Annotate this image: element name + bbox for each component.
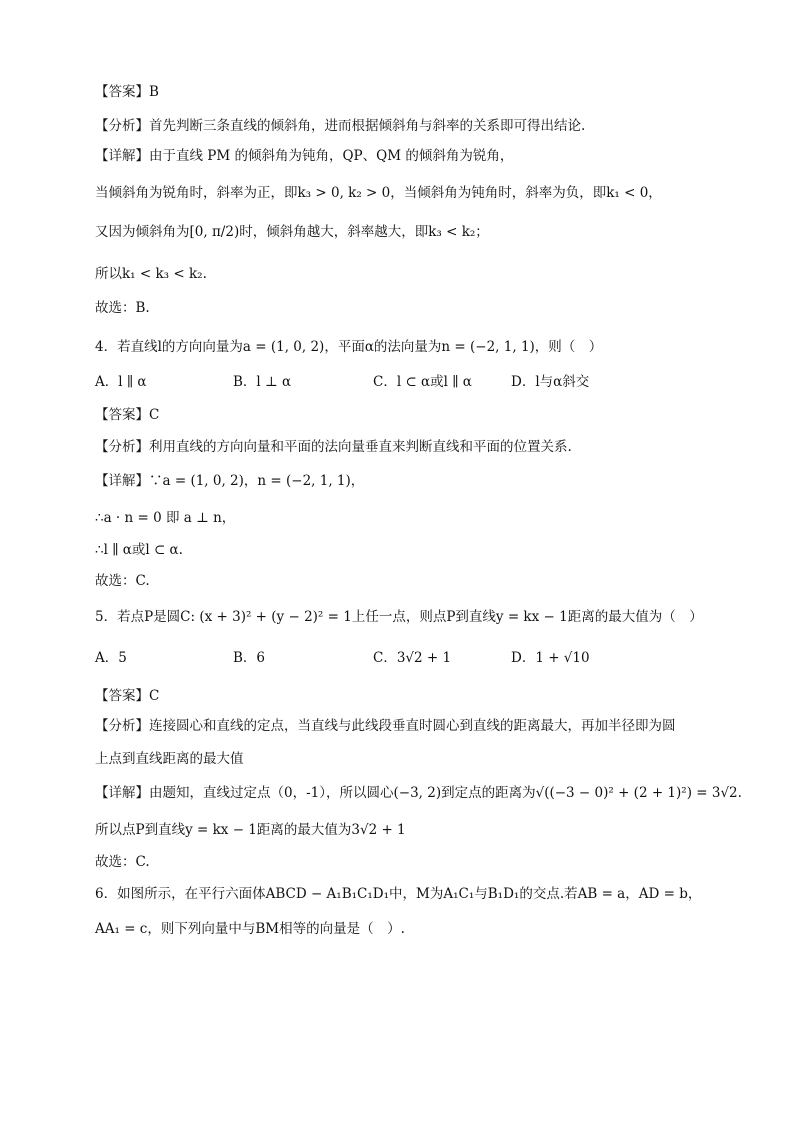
answer-c-q5: 【答案】C (95, 688, 160, 704)
choose-c-q4: 故选：C. (95, 573, 150, 589)
q4-option-d: D．l与α斜交 (511, 374, 590, 390)
analysis-q3: 【分析】首先判断三条直线的倾斜角，进而根据倾斜角与斜率的关系即可得出结论. (95, 118, 586, 134)
answer-b-header: 【答案】B (95, 84, 159, 100)
detail-q3-line4: 所以k₁ < k₃ < k₂. (95, 266, 207, 282)
choose-b: 故选：B. (95, 300, 150, 316)
question-5: 5．若点P是圆C: (x + 3)² + (y − 2)² = 1上任一点，则点P到直线y = kx − 1距离的最大值为（ ） (95, 609, 703, 625)
detail-q5-line2: 所以点P到直线y = kx − 1距离的最大值为3√2 + 1 (95, 822, 406, 838)
detail-q3-line3: 又因为倾斜角为[0, π/2)时，倾斜角越大，斜率越大，即k₃ < k₂； (95, 224, 489, 240)
answer-c-q4: 【答案】C (95, 407, 160, 423)
q5-option-c: C．3√2 + 1 (373, 650, 452, 666)
detail-q5-line1: 【详解】由题知，直线过定点（0，-1），所以圆心(−3, 2)到定点的距离为√((−3 − 0)² + (2 + 1)²) = 3√2. (95, 785, 742, 801)
q5-option-b: B．6 (233, 650, 266, 666)
detail-q3-line1: 【详解】由于直线 PM 的倾斜角为钝角，QP、QM 的倾斜角为锐角， (95, 148, 514, 164)
question-4: 4．若直线l的方向向量为a = (1, 0, 2)，平面α的法向量为n = (−2, 1, 1)，则（ ） (95, 339, 603, 355)
detail-q4-line3: ∴l ∥ α或l ⊂ α. (95, 542, 183, 558)
q5-option-a: A．5 (95, 650, 127, 666)
q4-option-c: C．l ⊂ α或l ∥ α (373, 374, 472, 390)
question-6-line2: AA₁ = c，则下列向量中与BM相等的向量是（ ）. (95, 921, 405, 937)
detail-q3-line2: 当倾斜角为锐角时，斜率为正，即k₃ > 0, k₂ > 0，当倾斜角为钝角时，斜率为负，即k₁ < 0， (95, 185, 662, 201)
analysis-q5-line1: 【分析】连接圆心和直线的定点，当直线与此线段垂直时圆心到直线的距离最大，再加半径即为圆 (95, 718, 676, 734)
detail-q4-line2: ∴a · n = 0 即 a ⊥ n， (95, 510, 236, 526)
analysis-q5-line2: 上点到直线距离的最大值 (95, 751, 244, 767)
q4-option-a: A．l ∥ α (95, 374, 147, 390)
question-5-options (95, 648, 734, 668)
choose-c-q5: 故选：C. (95, 854, 150, 870)
q5-option-d: D．1 + √10 (511, 650, 590, 666)
detail-q4-line1: 【详解】∵a = (1, 0, 2)，n = (−2, 1, 1)， (95, 473, 365, 489)
q4-option-b: B．l ⊥ α (233, 374, 292, 390)
question-4-options (95, 372, 734, 392)
analysis-q4: 【分析】利用直线的方向向量和平面的法向量垂直来判断直线和平面的位置关系. (95, 439, 572, 455)
question-6-line1: 6．如图所示，在平行六面体ABCD − A₁B₁C₁D₁中，M为A₁C₁与B₁D₁的交点.若AB = a，AD = b， (95, 886, 702, 902)
